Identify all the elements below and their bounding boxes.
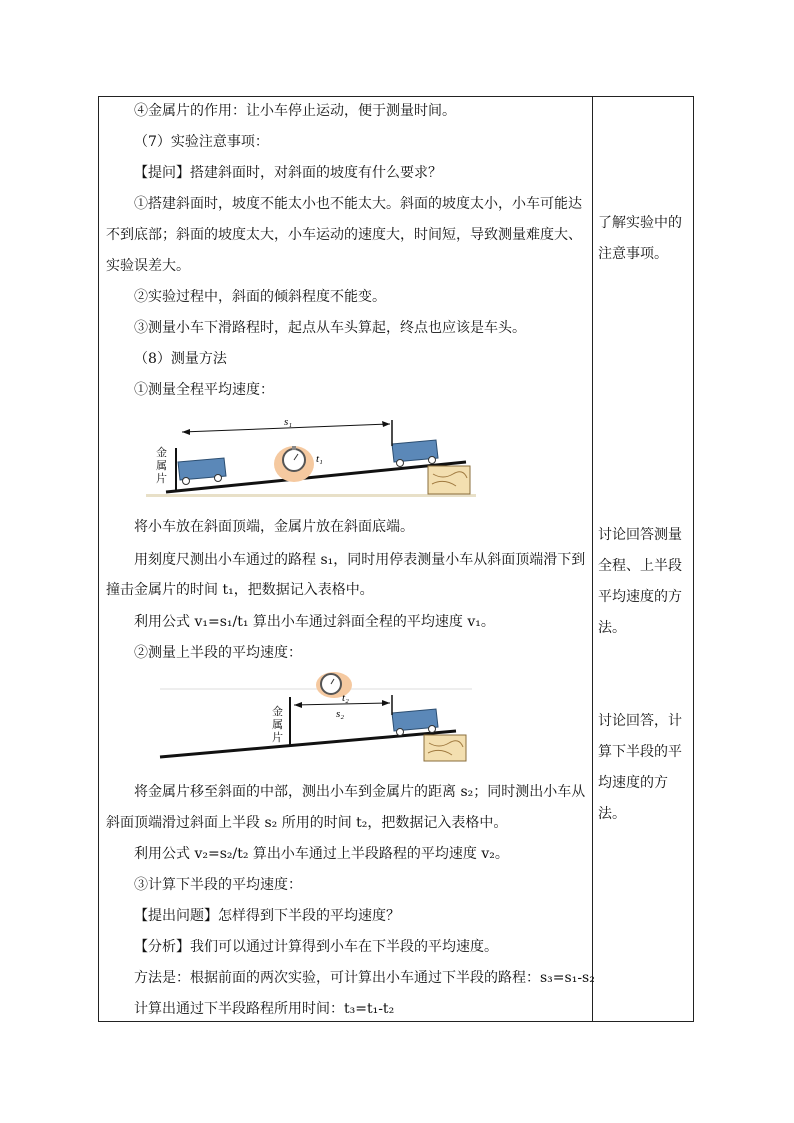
- stopwatch-hand: [274, 446, 314, 482]
- metal-plate-label-char: 金: [156, 447, 167, 459]
- arrow-head: [182, 429, 190, 435]
- figure-first-half: [156, 671, 476, 765]
- arrow-head: [382, 700, 390, 706]
- time-label: t₁: [316, 453, 323, 465]
- metal-plate-label-char: 金: [272, 706, 283, 718]
- text-line: ①测量全程平均速度：: [134, 382, 274, 398]
- incline-board: [160, 731, 456, 757]
- cart-top: [392, 709, 438, 736]
- cart-top: [392, 440, 438, 467]
- question-line: 【提出问题】怎样得到下半段的平均速度？: [134, 908, 400, 924]
- text-line: ③计算下半段的平均速度：: [134, 877, 302, 893]
- time-label: t₂: [342, 692, 349, 704]
- column-divider: [592, 96, 593, 1022]
- metal-plate-label-char: 片: [156, 473, 167, 485]
- formula-line: 计算出通过下半段路程所用时间：t₃=t₁-t₂: [134, 1001, 395, 1017]
- distance-label: s₁: [284, 416, 293, 428]
- formula-line: 利用公式 v₁=s₁/t₁ 算出小车通过斜面全程的平均速度 v₁。: [134, 614, 495, 630]
- side-note: 了解实验中的注意事项。: [598, 215, 682, 262]
- text-line: ②实验过程中，斜面的倾斜程度不能变。: [134, 289, 386, 305]
- question-line: 【提问】搭建斜面时，对斜面的坡度有什么要求？: [134, 165, 442, 181]
- text-line: ④金属片的作用：让小车停止运动，便于测量时间。: [134, 103, 456, 119]
- text-line: ③测量小车下滑路程时，起点从车头算起，终点也应该是车头。: [134, 320, 526, 336]
- formula-line: 利用公式 v₂=s₂/t₂ 算出小车通过上半段路程的平均速度 v₂。: [134, 846, 509, 862]
- table-surface: [146, 494, 476, 497]
- text-line: 将金属片移至斜面的中部，测出小车到金属片的距离 s₂；同时测出小车从: [134, 784, 586, 800]
- section-heading: （8）测量方法: [134, 351, 227, 367]
- arrow-head: [382, 421, 390, 427]
- side-note: 讨论回答，计算下半段的平均速度的方法。: [598, 713, 682, 822]
- text-line: ②测量上半段的平均速度：: [134, 645, 302, 661]
- text-line: 实验误差大。: [106, 258, 190, 274]
- text-line: 撞击金属片的时间 t₁，把数据记入表格中。: [106, 582, 374, 598]
- analysis-line: 【分析】我们可以通过计算得到小车在下半段的平均速度。: [134, 939, 498, 955]
- text-line: ①搭建斜面时，坡度不能太小也不能太大。斜面的坡度太小，小车可能达: [134, 196, 582, 212]
- text-line: 将小车放在斜面顶端，金属片放在斜面底端。: [134, 519, 414, 535]
- metal-plate-label-char: 片: [272, 732, 283, 744]
- arrow-head: [294, 702, 302, 708]
- metal-plate-label-char: 属: [272, 719, 283, 731]
- section-heading: （7）实验注意事项：: [134, 134, 269, 150]
- distance-label: s₂: [336, 708, 345, 720]
- text-line: 斜面顶端滑过斜面上半段 s₂ 所用的时间 t₂，把数据记入表格中。: [106, 815, 508, 831]
- text-line: 不到底部；斜面的坡度太大，小车运动的速度大，时间短，导致测量难度大、: [106, 227, 582, 243]
- metal-plate-label-char: 属: [156, 460, 167, 472]
- figure-full-course: [146, 414, 476, 500]
- text-line: 用刻度尺测出小车通过的路程 s₁，同时用停表测量小车从斜面顶端滑下到: [134, 552, 586, 568]
- side-note: 讨论回答测量全程、上半段平均速度的方法。: [598, 527, 682, 636]
- wood-block: [424, 735, 466, 761]
- formula-line: 方法是：根据前面的两次实验，可计算出小车通过下半段的路程：s₃=s₁-s₂: [134, 970, 595, 986]
- cart-bottom: [178, 458, 226, 485]
- wood-block: [428, 466, 470, 494]
